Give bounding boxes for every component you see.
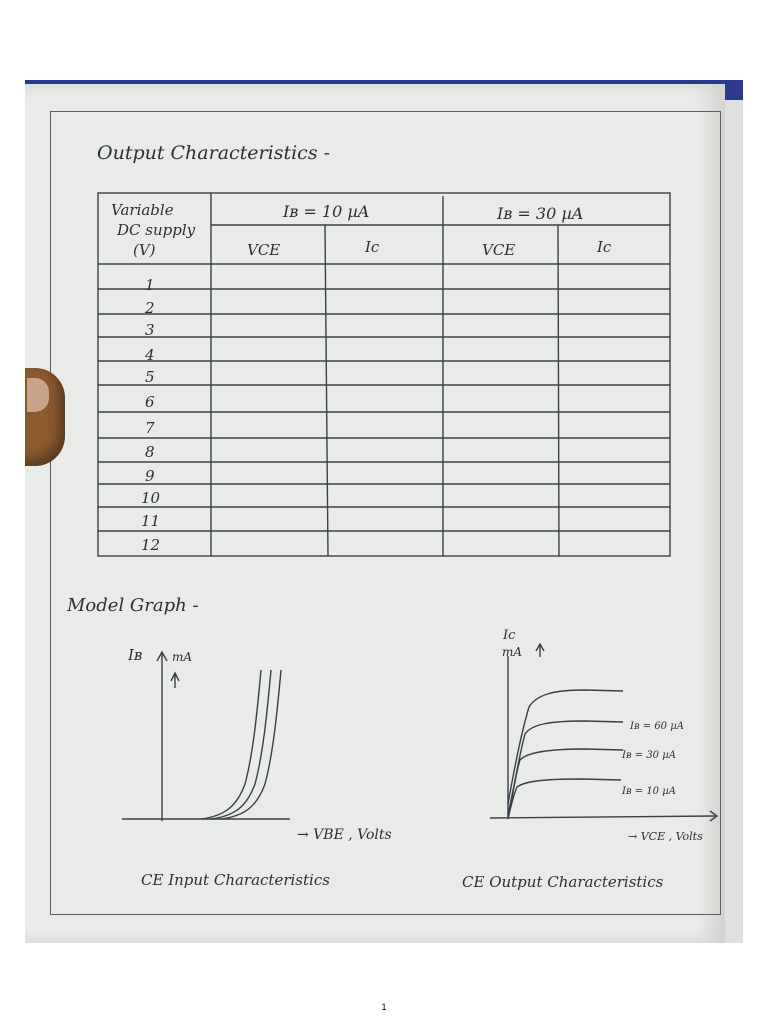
output-curve-label-10: Iʙ = 10 µA bbox=[622, 786, 676, 797]
input-x-label: → VBE , Volts bbox=[297, 827, 392, 843]
row-label: 5 bbox=[145, 368, 155, 386]
section-title-model-graph: Model Graph - bbox=[67, 595, 199, 616]
row-label: 11 bbox=[141, 512, 161, 530]
header-ic-1: Ic bbox=[365, 238, 380, 256]
row-label: 8 bbox=[145, 443, 155, 461]
output-y-unit: mA bbox=[502, 645, 523, 659]
output-characteristics-graph bbox=[25, 84, 725, 943]
bleed-through-text: . . . . . . . . . . . . . . bbox=[495, 184, 607, 199]
next-page-edge bbox=[725, 100, 743, 943]
output-unit-arrow bbox=[536, 644, 544, 657]
header-ic-2: Ic bbox=[597, 238, 612, 256]
row-label: 10 bbox=[141, 489, 161, 507]
output-y-label: Ic bbox=[503, 628, 516, 643]
input-y-unit: mA bbox=[172, 650, 193, 664]
thumbnail bbox=[27, 378, 49, 412]
section-title-output: Output Characteristics - bbox=[97, 142, 331, 164]
page-number: 1 bbox=[381, 1002, 387, 1012]
row-label: 4 bbox=[145, 346, 155, 364]
input-y-label: Iʙ bbox=[128, 646, 143, 664]
output-curve-label-60: Iʙ = 60 µA bbox=[630, 721, 684, 732]
output-x-axis bbox=[490, 816, 715, 818]
row-label: 9 bbox=[145, 467, 155, 485]
header-variable: Variable bbox=[111, 201, 174, 219]
header-group-ib-30: Iʙ = 30 µA bbox=[497, 204, 584, 223]
header-vce-2: VCE bbox=[482, 241, 516, 259]
thumb bbox=[25, 368, 65, 466]
output-curve-60 bbox=[508, 690, 623, 804]
notebook-page bbox=[25, 84, 725, 943]
output-curve-label-30: Iʙ = 30 µA bbox=[622, 750, 676, 761]
row-label: 6 bbox=[145, 393, 155, 411]
notebook-photo bbox=[25, 80, 743, 943]
row-label: 3 bbox=[145, 321, 155, 339]
output-x-label: → VCE , Volts bbox=[628, 830, 703, 843]
output-caption: CE Output Characteristics bbox=[462, 873, 664, 891]
row-label: 2 bbox=[145, 299, 155, 317]
row-label: 12 bbox=[141, 536, 161, 554]
input-caption: CE Input Characteristics bbox=[141, 871, 330, 889]
header-group-ib-10: Iʙ = 10 µA bbox=[283, 202, 370, 221]
output-curve-10 bbox=[508, 779, 621, 819]
row-label: 7 bbox=[145, 419, 155, 437]
header-volts: (V) bbox=[133, 241, 156, 259]
output-curve-40 bbox=[508, 721, 623, 814]
row-label: 1 bbox=[145, 276, 155, 294]
header-dc-supply: DC supply bbox=[117, 221, 196, 239]
header-vce-1: VCE bbox=[247, 241, 281, 259]
